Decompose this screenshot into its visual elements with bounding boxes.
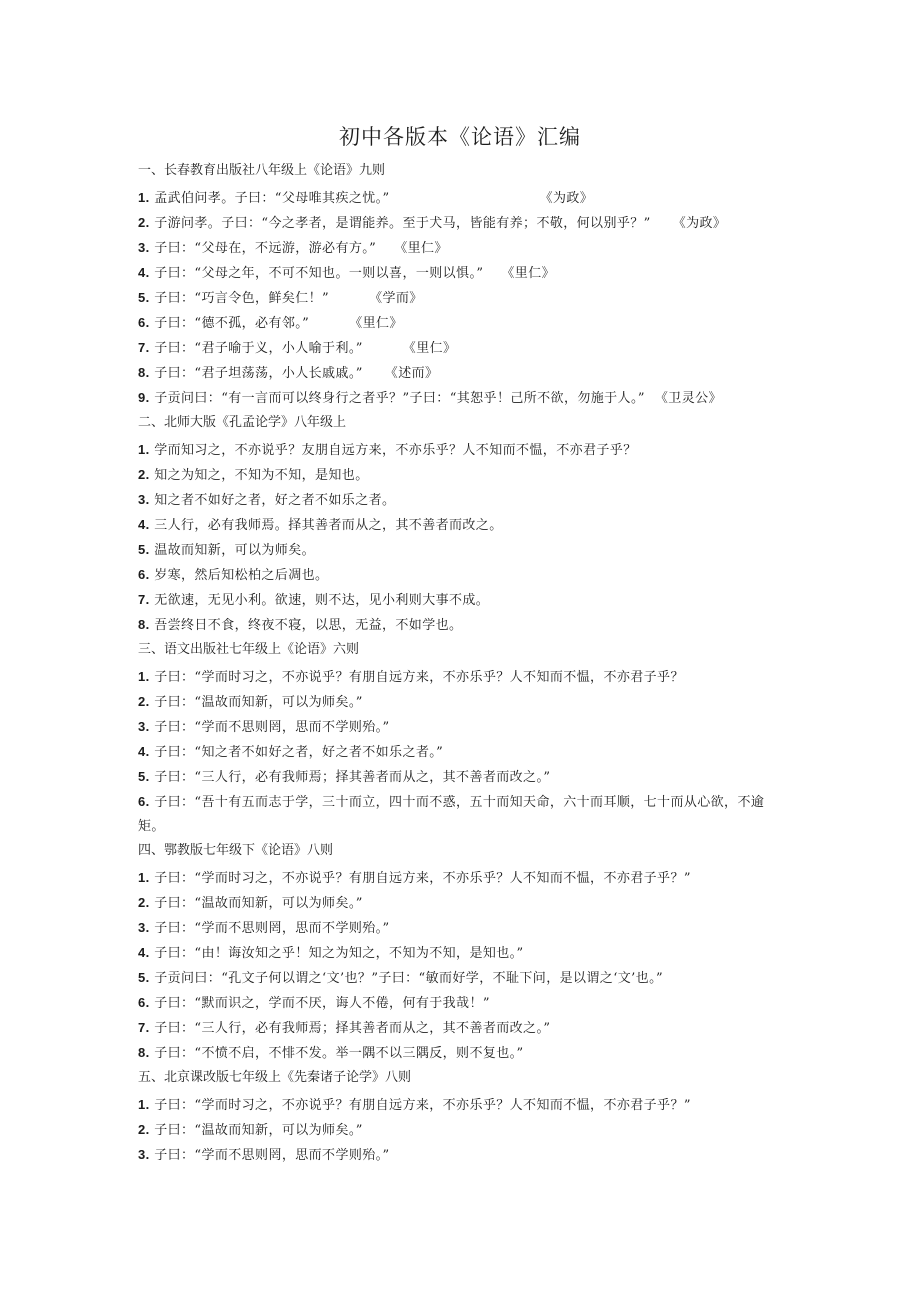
list-item: 6. 子曰：“默而识之，学而不厌，诲人不倦，何有于我哉！”: [138, 995, 490, 1011]
section-heading: 五、北京课改版七年级上《先秦诸子论学》八则: [138, 1070, 412, 1085]
list-item: 2. 子曰：“温故而知新，可以为师矣。”: [138, 895, 363, 911]
list-item: 5. 子曰：“三人行，必有我师焉；择其善者而从之，其不善者而改之。”: [138, 769, 551, 785]
list-item: 1. 孟武伯问孝。子曰：“父母唯其疾之忧。” 《为政》: [138, 190, 594, 206]
list-item: 6. 子曰：“吾十有五而志于学，三十而立，四十而不惑，五十而知天命，六十而耳顺，七十而从心欲，不逾矩。: [138, 794, 765, 834]
list-item: 3. 知之者不如好之者，好之者不如乐之者。: [138, 492, 396, 508]
list-item: 4. 子曰：“知之者不如好之者，好之者不如乐之者。”: [138, 744, 444, 760]
section-heading: 三、语文出版社七年级上《论语》六则: [138, 642, 360, 657]
list-item: 1. 学而知习之，不亦说乎？友朋自远方来，不亦乐乎？人不知而不愠，不亦君子乎？: [138, 442, 637, 458]
list-item: 2. 子游问孝。子曰：“今之孝者，是谓能养。至于犬马，皆能有养；不敬，何以别乎？” 《为政》: [138, 215, 727, 231]
list-item: 3. 子曰：“学而不思则罔，思而不学则殆。”: [138, 1147, 390, 1163]
list-item: 7. 子曰：“君子喻于义，小人喻于利。” 《里仁》: [138, 340, 457, 356]
section-heading: 二、北师大版《孔孟论学》八年级上: [138, 415, 347, 430]
list-item: 6. 岁寒，然后知松柏之后凋也。: [138, 567, 329, 583]
list-item: 2. 子曰：“温故而知新，可以为师矣。”: [138, 1122, 363, 1138]
section-heading: 一、长春教育出版社八年级上《论语》九则: [138, 163, 386, 178]
list-item: 8. 子曰：“君子坦荡荡，小人长戚戚。” 《述而》: [138, 365, 439, 381]
document-body: [138, 163, 788, 1168]
list-item: 1. 子曰：“学而时习之，不亦说乎？有朋自远方来，不亦乐乎？人不知而不愠，不亦君子乎？”: [138, 870, 691, 886]
list-item: 5. 温故而知新，可以为师矣。: [138, 542, 316, 558]
list-item: 2. 知之为知之，不知为不知，是知也。: [138, 467, 369, 483]
list-item: 2. 子曰：“温故而知新，可以为师矣。”: [138, 694, 363, 710]
list-item: 7. 子曰：“三人行，必有我师焉；择其善者而从之，其不善者而改之。”: [138, 1020, 551, 1036]
section-heading: 四、鄂教版七年级下《论语》八则: [138, 843, 334, 858]
list-item: 1. 子曰：“学而时习之，不亦说乎？有朋自远方来，不亦乐乎？人不知而不愠，不亦君子乎？: [138, 669, 684, 685]
list-item: 4. 三人行，必有我师焉。择其善者而从之，其不善者而改之。: [138, 517, 503, 533]
list-item: 6. 子曰：“德不孤，必有邻。” 《里仁》: [138, 315, 403, 331]
list-item: 4. 子曰：“父母之年，不可不知也。一则以喜，一则以惧。” 《里仁》: [138, 265, 556, 281]
list-item: 5. 子贡问曰：“孔文子何以谓之‘文’也？”子曰：“敏而好学，不耻下问，是以谓之‘文’也。”: [138, 970, 664, 986]
list-item: 3. 子曰：“学而不思则罔，思而不学则殆。”: [138, 719, 390, 735]
list-item: 8. 子曰：“不愤不启，不悱不发。举一隅不以三隅反，则不复也。”: [138, 1045, 524, 1061]
list-item: 3. 子曰：“学而不思则罔，思而不学则殆。”: [138, 920, 390, 936]
list-item: 3. 子曰：“父母在，不远游，游必有方。” 《里仁》: [138, 240, 448, 256]
list-item: 8. 吾尝终日不食，终夜不寝，以思，无益，不如学也。: [138, 617, 463, 633]
list-item: 4. 子曰：“由！诲汝知之乎！知之为知之，不知为不知，是知也。”: [138, 945, 524, 961]
document-title: 初中各版本《论语》汇编: [339, 125, 581, 149]
list-item: 7. 无欲速，无见小利。欲速，则不达，见小利则大事不成。: [138, 592, 490, 608]
list-item: 9. 子贡问曰：“有一言而可以终身行之者乎？”子曰：“其恕乎！己所不欲，勿施于人。” 《卫灵公》: [138, 390, 722, 406]
list-item: 5. 子曰：“巧言令色，鲜矣仁！” 《学而》: [138, 290, 423, 306]
list-item: 1. 子曰：“学而时习之，不亦说乎？有朋自远方来，不亦乐乎？人不知而不愠，不亦君子乎？”: [138, 1097, 691, 1113]
